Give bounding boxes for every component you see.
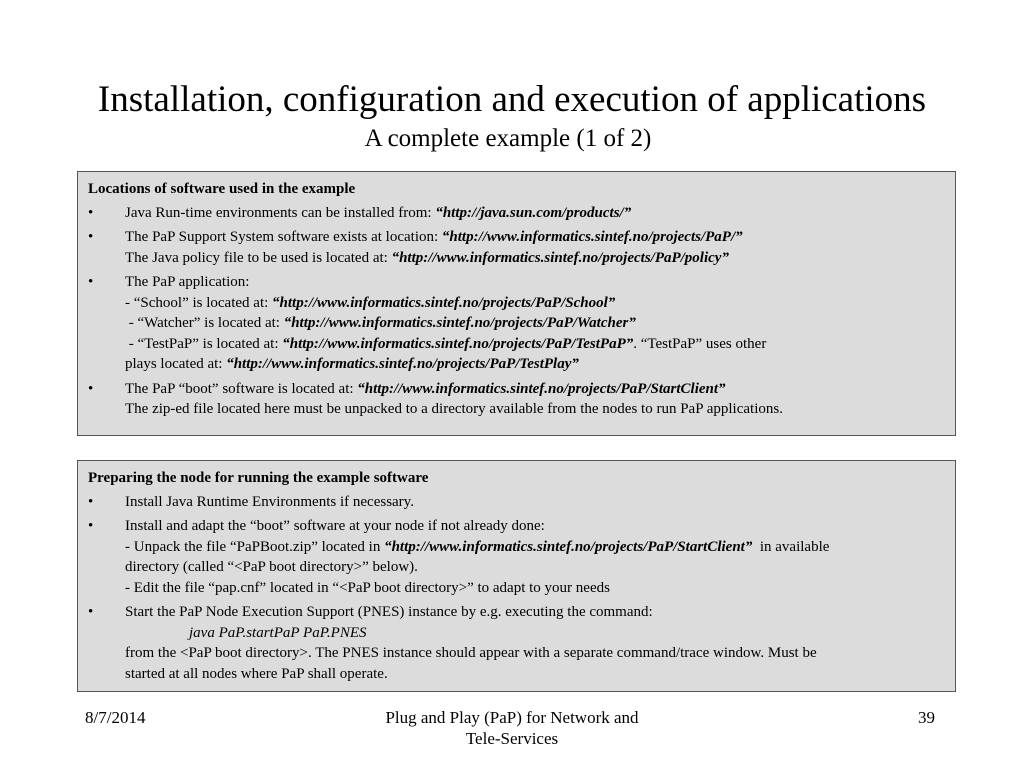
bullet: • xyxy=(88,518,94,534)
startclient-url-link[interactable]: “http://www.informatics.sintef.no/projects/PaP/StartClient” xyxy=(357,380,726,397)
list-item-jre xyxy=(88,203,945,224)
bullet: • xyxy=(88,229,94,245)
item-text: started at all nodes where PaP shall operate. xyxy=(125,665,388,682)
item-text: The zip-ed file located here must be unpacked to a directory available from the nodes to run PaP applications. xyxy=(125,401,783,417)
item-text: The PaP application: xyxy=(125,274,250,290)
watcher-url-link[interactable]: “http://www.informatics.sintef.no/projects/PaP/Watcher” xyxy=(283,315,636,331)
item-text: Java Run-time environments can be installed from: xyxy=(125,204,436,221)
bullet: • xyxy=(88,204,94,221)
item-text: . “TestPaP” uses other xyxy=(633,335,767,352)
item-text: Install and adapt the “boot” software at your node if not already done: xyxy=(125,518,545,534)
list-item-boot-software xyxy=(88,379,945,420)
item-text: - “Watcher” is located at: xyxy=(125,315,284,331)
policy-url-link[interactable]: “http://www.informatics.sintef.no/projects/PaP/policy” xyxy=(391,249,729,266)
slide-title: Installation, configuration and execution of applications xyxy=(97,79,927,120)
footer-title xyxy=(262,707,762,749)
list-item-start-pnes xyxy=(88,602,945,684)
testplay-url-link[interactable]: “http://www.informatics.sintef.no/projects/PaP/TestPlay” xyxy=(226,356,579,372)
footer-title-line: Plug and Play (PaP) for Network and xyxy=(385,708,639,727)
item-text: in available xyxy=(752,538,830,555)
list-item-adapt-boot xyxy=(88,516,945,598)
item-text: - Unpack the file “PaPBoot.zip” located in xyxy=(125,538,385,555)
support-url-link[interactable]: “http://www.informatics.sintef.no/projects/PaP/” xyxy=(441,229,743,245)
item-text: - “School” is located at: xyxy=(125,294,273,311)
list-item-support-system xyxy=(88,227,945,268)
bullet: • xyxy=(88,380,94,397)
item-text: The Java policy file to be used is located at: xyxy=(125,249,392,266)
bullet: • xyxy=(88,274,94,290)
item-text: directory (called “<PaP boot directory>” below). xyxy=(125,559,418,575)
item-text: - “TestPaP” is located at: xyxy=(125,335,283,352)
item-text: Install Java Runtime Environments if necessary. xyxy=(125,493,414,510)
footer-title-line: Tele-Services xyxy=(465,729,559,748)
footer-date: 8/7/2014 xyxy=(85,708,146,727)
item-text: plays located at: xyxy=(125,356,227,372)
startclient-url-link[interactable]: “http://www.informatics.sintef.no/projects/PaP/StartClient” xyxy=(384,538,753,555)
school-url-link[interactable]: “http://www.informatics.sintef.no/projects/PaP/School” xyxy=(272,294,616,311)
jre-url-link[interactable]: “http://java.sun.com/products/” xyxy=(435,204,632,221)
slide-subtitle: A complete example (1 of 2) xyxy=(364,125,652,152)
item-text: from the <PaP boot directory>. The PNES instance should appear with a separate command/trace window. Must be xyxy=(125,645,817,661)
testpap-url-link[interactable]: “http://www.informatics.sintef.no/projects/PaP/TestPaP” xyxy=(282,335,634,352)
item-text: The PaP “boot” software is located at: xyxy=(125,380,358,397)
page-number: 39 xyxy=(918,708,935,727)
list-item-pap-application xyxy=(88,272,945,375)
list-item-install-jre xyxy=(88,492,945,513)
node-preparation-box xyxy=(77,460,956,692)
bullet: • xyxy=(88,493,94,510)
item-text: The PaP Support System software exists at location: xyxy=(125,229,442,245)
software-locations-box xyxy=(77,171,956,436)
item-text: Start the PaP Node Execution Support (PNES) instance by e.g. executing the command: xyxy=(125,604,653,620)
box-heading: Locations of software used in the example xyxy=(88,181,356,197)
box-heading: Preparing the node for running the example software xyxy=(88,470,429,486)
bullet: • xyxy=(88,604,94,620)
command-text: java PaP.startPaP PaP.PNES xyxy=(189,624,367,641)
item-text: - Edit the file “pap.cnf” located in “<PaP boot directory>” to adapt to your needs xyxy=(125,579,610,596)
